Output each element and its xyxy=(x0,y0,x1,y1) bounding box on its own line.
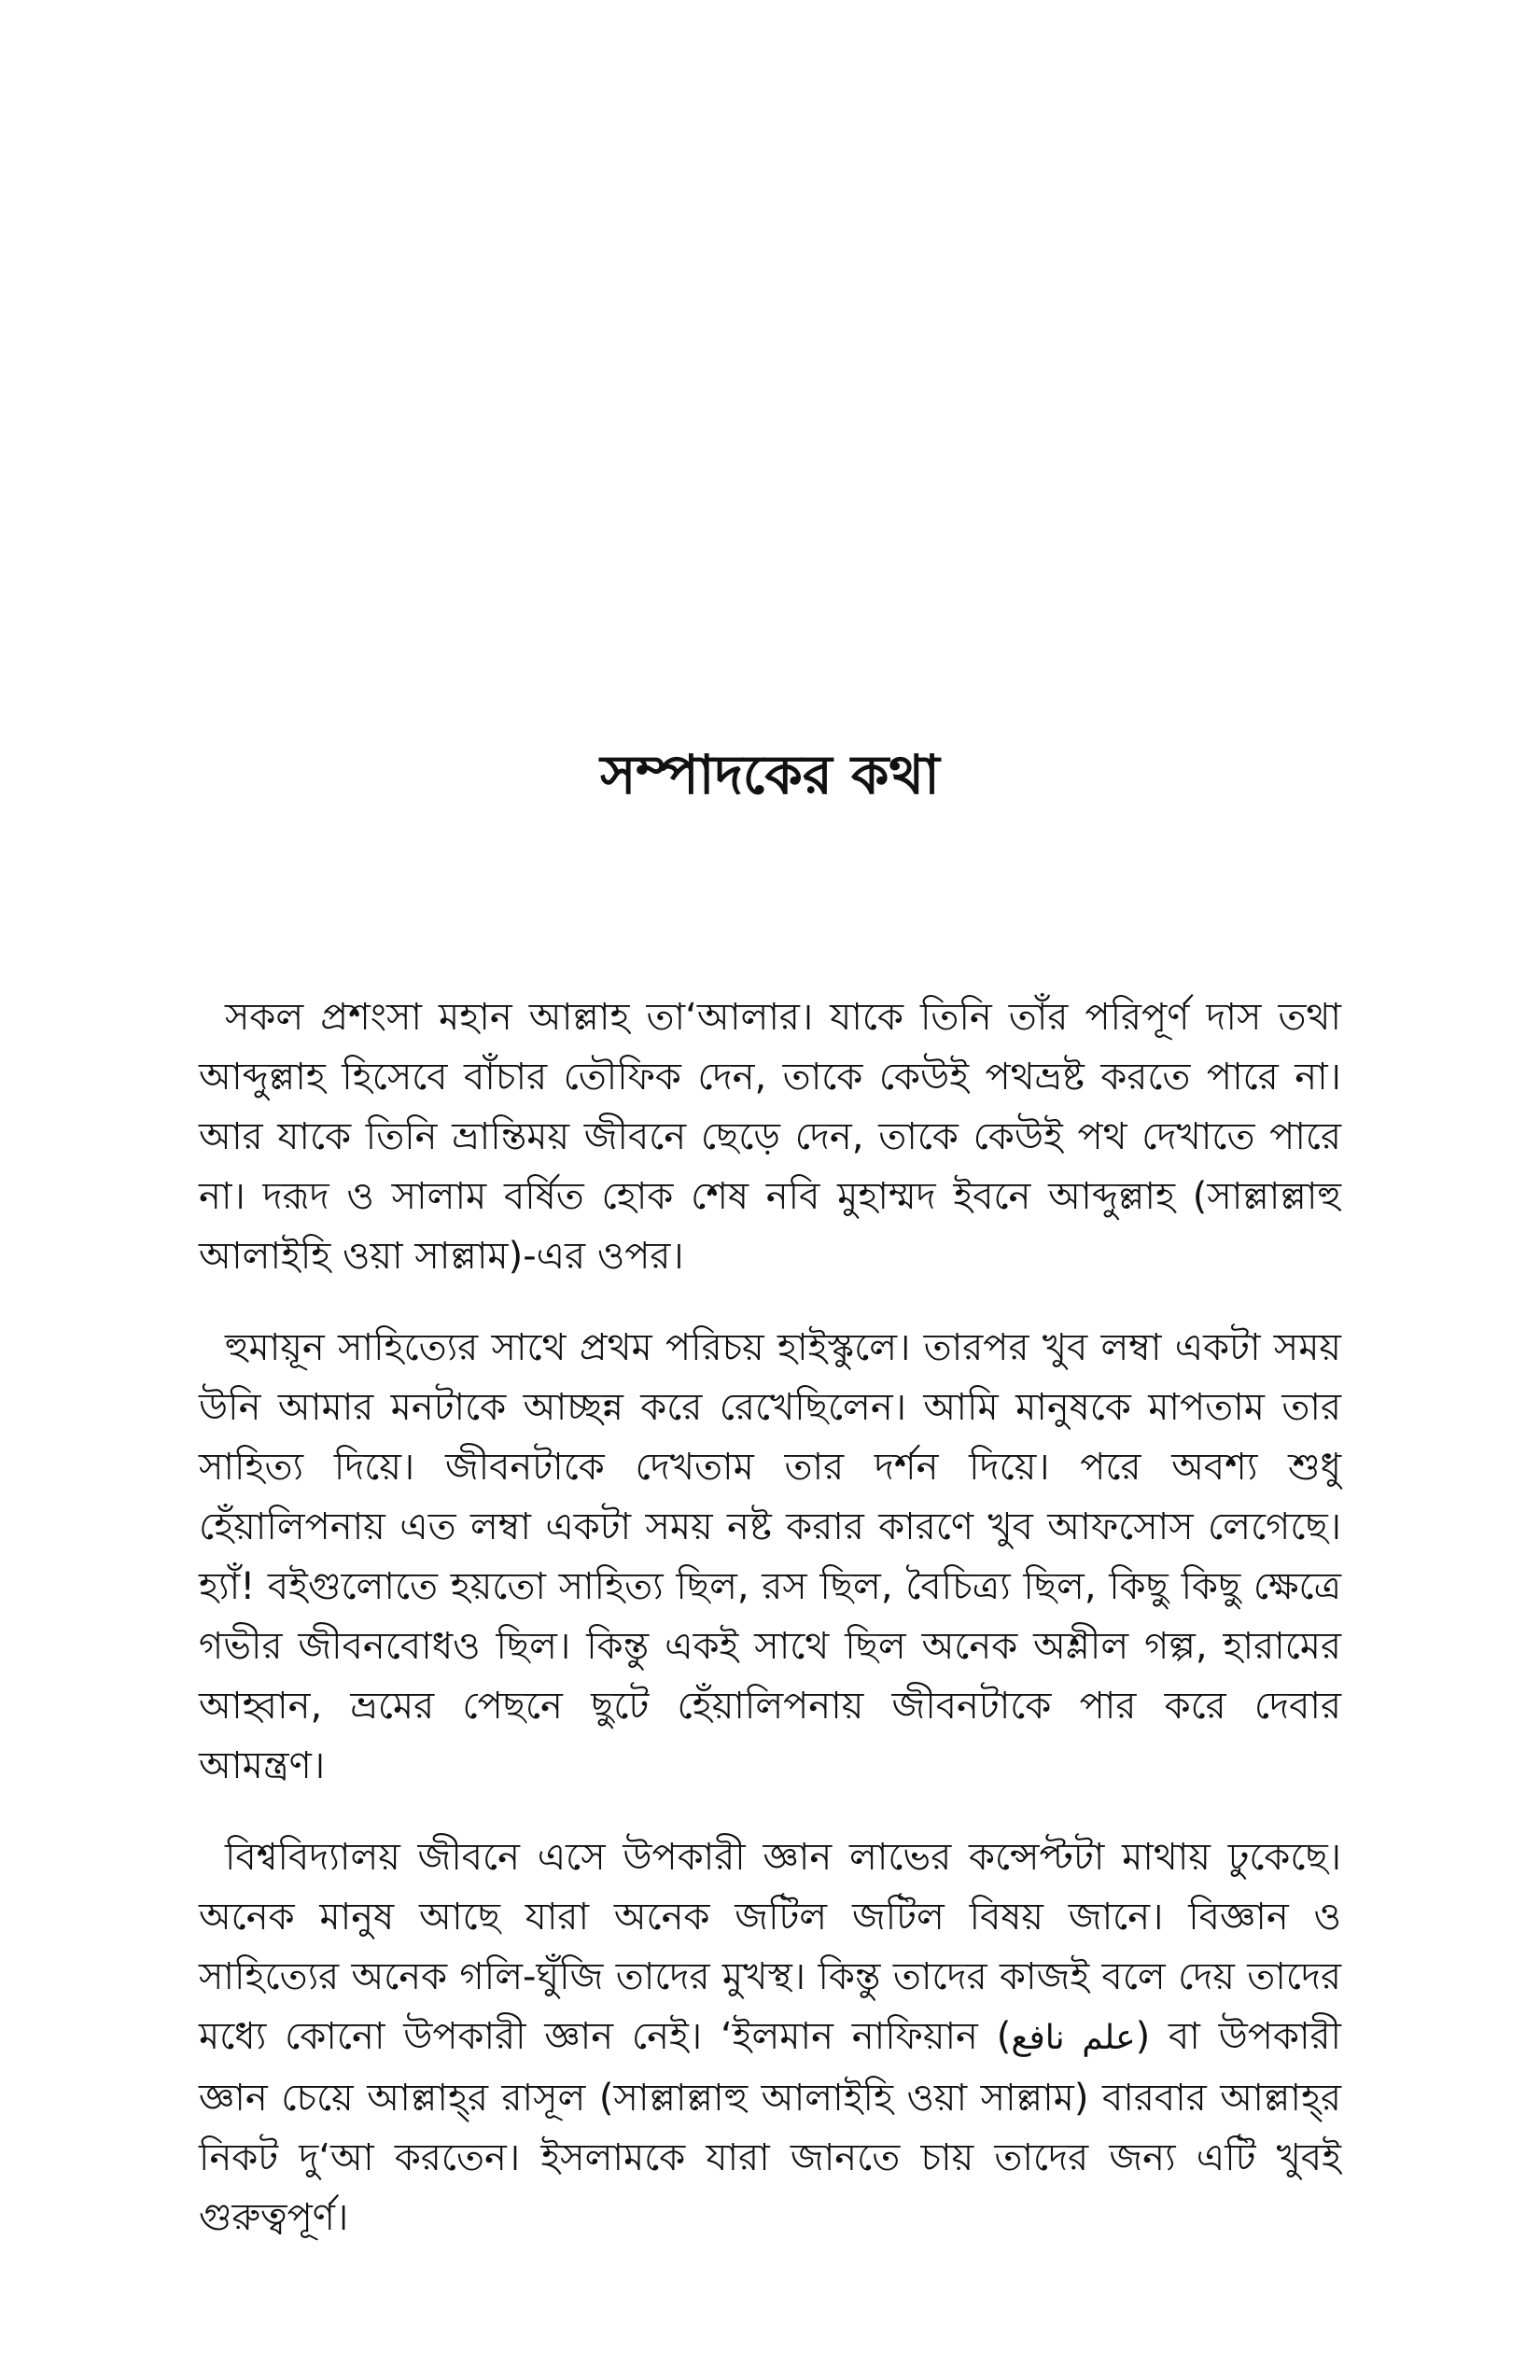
paragraph-1: সকল প্রশংসা মহান আল্লাহ তা‘আলার। যাকে তিনি তাঁর পরিপূর্ণ দাস তথা আব্দুল্লাহ হিসেবে বাঁচার তৌফিক দেন, তাকে কেউই পথভ্রষ্ট করতে পারে না। আর যাকে তিনি ভ্রান্তিময় জীবনে ছেড়ে দেন, তাকে কেউই পথ দেখাতে পারে না। দরূদ ও সালাম বর্ষিত হোক শেষ নবি মুহাম্মদ ইবনে আব্দুল্লাহ (সাল্লাল্লাহু আলাইহি ওয়া সাল্লাম)-এর ওপর। xyxy=(199,996,1341,1278)
paragraph-3 xyxy=(199,1827,1341,2247)
page-title: সম্পাদকের কথা xyxy=(600,743,940,806)
paragraph-2: হুমায়ূন সাহিত্যের সাথে প্রথম পরিচয় হাইস্কুলে। তারপর খুব লম্বা একটা সময় উনি আমার মনটাকে আচ্ছন্ন করে রেখেছিলেন। আমি মানুষকে মাপতাম তার সাহিত্য দিয়ে। জীবনটাকে দেখতাম তার দর্শন দিয়ে। পরে অবশ্য শুধু হেঁয়ালিপনায় এত লম্বা একটা সময় নষ্ট করার কারণে খুব আফসোস লেগেছে। হ্যাঁ! বইগুলোতে হয়তো সাহিত্য ছিল, রস ছিল, বৈচিত্র্য ছিল, কিছু কিছু ক্ষেত্রে গভীর জীবনবোধও ছিল। কিন্তু একই সাথে ছিল অনেক অশ্লীল গল্প, হারামের আহ্বান, ভ্রমের পেছনে ছুটে হেঁয়ালিপনায় জীবনটাকে পার করে দেবার আমন্ত্রণ। xyxy=(199,1326,1341,1787)
body-text xyxy=(199,987,1341,2279)
arabic-term: علم نافع xyxy=(1011,2019,1136,2057)
paragraph-3-text-before-arabic: বিশ্ববিদ্যালয় জীবনে এসে উপকারী জ্ঞান লাভের কন্সেপ্টটা মাথায় ঢুকেছে। অনেক মানুষ আছে যারা অনেক জটিল জটিল বিষয় জানে। বিজ্ঞান ও সাহিত্যের অনেক গলি-ঘুঁজি তাদের মুখস্থ। কিন্তু তাদের কাজই বলে দেয় তাদের মধ্যে কোনো উপকারী জ্ঞান নেই। ‘ইলমান নাফিয়ান ( xyxy=(199,1836,1341,2058)
paragraph-3-text-after-arabic: ) বা উপকারী জ্ঞান চেয়ে আল্লাহ্‌র রাসূল (সাল্লাল্লাহু আলাইহি ওয়া সাল্লাম) বারবার আল্লাহ্‌র নিকট দু‘আ করতেন। ইসলামকে যারা জানতে চায় তাদের জন্য এটি খুবই গুরুত্বপূর্ণ। xyxy=(199,2015,1341,2239)
